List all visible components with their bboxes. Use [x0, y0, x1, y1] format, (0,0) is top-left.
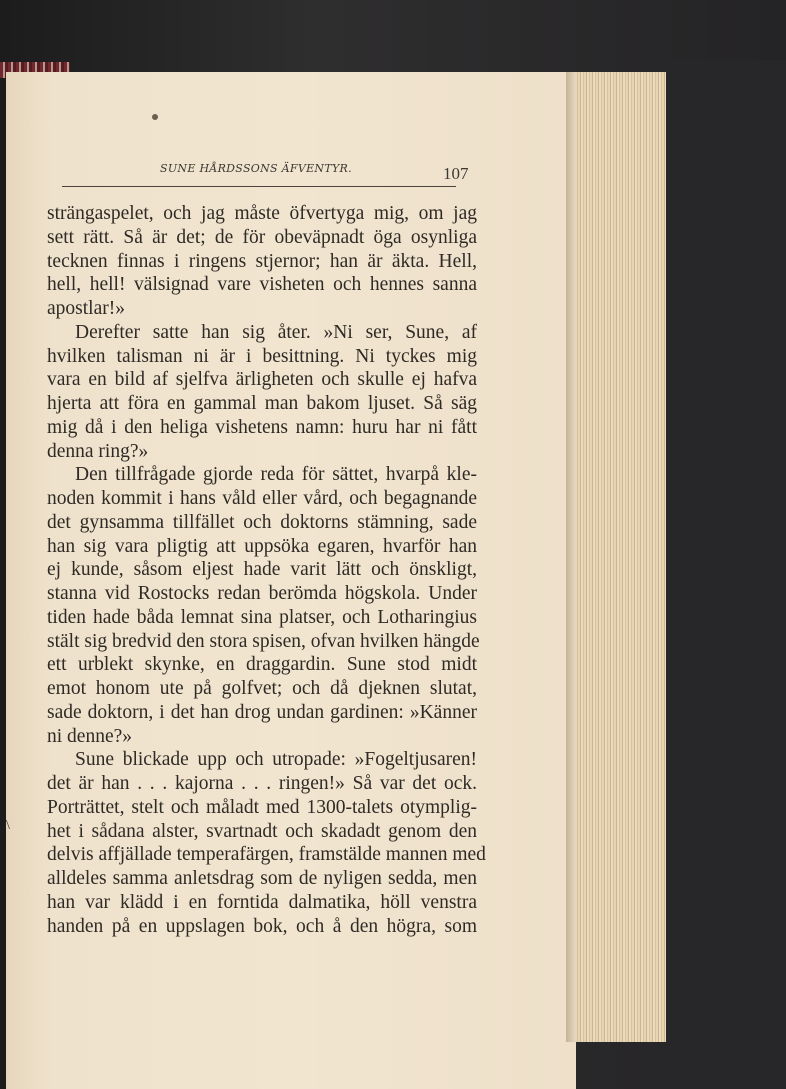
text-line: noden kommit i hans våld eller vård, och begagnande: [47, 488, 477, 509]
text-line: han sig vara pligtig att uppsöka egaren, hvarför han: [47, 535, 477, 557]
text-line: ej kunde, såsom eljest hade varit lätt och önskligt,: [47, 559, 477, 581]
text-line: det är han . . . kajorna . . . ringen!» Så var det ock.: [47, 773, 477, 794]
text-line: alldeles samma anletsdrag som de nyligen sedda, men: [47, 868, 477, 889]
text-line: Sune blickade upp och utropade: »Fogeltjusaren!: [75, 749, 477, 771]
text-line: hell, hell! välsignad vare visheten och hennes sanna: [47, 274, 477, 296]
text-line: Den tillfrågade gjorde reda för sättet, hvarpå kle-: [75, 464, 477, 486]
text-line: apostlar!»: [47, 298, 125, 319]
text-line: vara en bild af sjelfva ärligheten och skulle ej hafva: [47, 369, 477, 391]
running-head: SUNE HÅRDSSONS ÄFVENTYR.: [160, 162, 352, 175]
text-line: mig då i den heliga vishetens namn: huru har ni fått: [47, 416, 477, 438]
text-line: emot honom ute på golfvet; och då djeknen slutat,: [47, 678, 477, 699]
text-line: stält sig bredvid den stora spisen, ofvan hvilken hängde: [47, 630, 480, 652]
text-line: denna ring?»: [47, 440, 149, 462]
text-line: delvis affjällade temperafärgen, framstälde mannen med: [47, 844, 486, 866]
page-stack-edge: [566, 72, 666, 1042]
margin-pencil-mark: \: [6, 818, 10, 833]
body-text: [47, 202, 486, 938]
ink-spot: [152, 114, 158, 120]
text-line: Porträttet, stelt och måladt med 1300-talets otymplig-: [47, 796, 477, 818]
text-line: ni denne?»: [47, 725, 133, 747]
text-line: tiden hade båda lemnat sina platser, och Lotharingius: [47, 606, 477, 628]
text-line: handen på en uppslagen bok, och å den högra, som: [47, 915, 477, 937]
page-number: 107: [443, 164, 469, 183]
text-line: han var klädd i en forntida dalmatika, höll venstra: [47, 891, 477, 913]
text-line: het i sådana alster, svartnadt och skadadt genom den: [47, 820, 477, 842]
page-gutter-shadow: [566, 72, 578, 1042]
text-line: Derefter satte han sig åter. »Ni ser, Sune, af: [75, 321, 477, 343]
text-line: hjerta att föra en gammal man bakom ljuset. Så säg: [47, 393, 477, 414]
text-line: sade doktorn, i det han drog undan gardinen: »Känner: [47, 701, 477, 723]
header-rule: [62, 186, 456, 187]
text-line: strängaspelet, och jag måste öfvertyga mig, om jag: [47, 203, 477, 224]
text-line: det gynsamma tillfället och doktorns stämning, sade: [47, 511, 477, 533]
text-line: stanna vid Rostocks redan berömda högskola. Under: [47, 583, 477, 604]
text-line: sett rätt. Så är det; de för obeväpnadt öga osynliga: [47, 226, 477, 248]
text-line: ett urblekt skynke, en draggardin. Sune stod midt: [47, 654, 477, 676]
text-line: tecknen finnas i ringens stjernor; han är äkta. Hell,: [47, 250, 477, 272]
text-line: hvilken talisman ni är i besittning. Ni tyckes mig: [47, 345, 477, 367]
book-cover-edge: [660, 60, 786, 1089]
